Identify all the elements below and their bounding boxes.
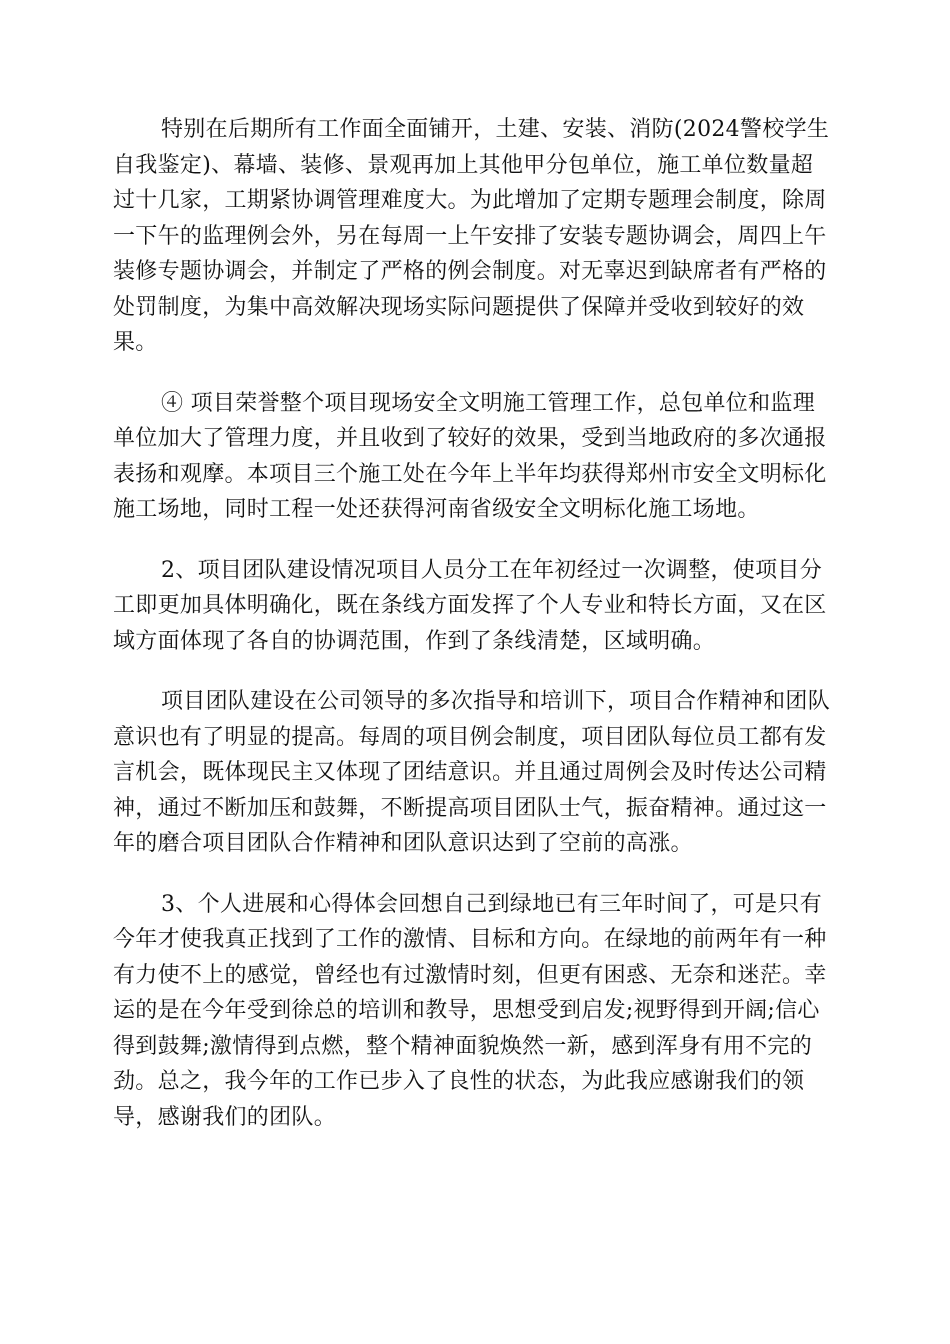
- text-line: 3、个人进展和心得体会回想自己到绿地已有三年时间了，可是只有: [161, 891, 822, 917]
- text-line: 项目团队建设在公司领导的多次指导和培训下，项目合作精神和团队: [161, 689, 831, 714]
- text-line: 年的磨合项目团队合作精神和团队意识达到了空前的高涨。: [113, 831, 693, 856]
- text-line: 劲。总之，我今年的工作已步入了良性的状态，为此我应感谢我们的领: [113, 1069, 805, 1094]
- document-body: [113, 112, 837, 1160]
- text-line: 今年才使我真正找到了工作的激情、目标和方向。在绿地的前两年有一种: [113, 927, 827, 952]
- text-line: 处罚制度，为集中高效解决现场实际问题提供了保障并受收到较好的效: [113, 294, 805, 320]
- paragraph-project-honors: [113, 386, 837, 528]
- paragraph-coordination-meetings: [113, 112, 837, 361]
- text-line: 自我鉴定)、幕墙、装修、景观再加上其他甲分包单位，施工单位数量超: [113, 152, 814, 178]
- text-line: 工即更加具体明确化，既在条线方面发挥了个人专业和特长方面，又在区: [113, 593, 827, 618]
- text-line: 2、项目团队建设情况项目人员分工在年初经过一次调整，使项目分: [161, 557, 822, 583]
- text-line: ④ 项目荣誉整个项目现场安全文明施工管理工作，总包单位和监理: [161, 390, 815, 416]
- text-line: 域方面体现了各自的协调范围，作到了条线清楚，区域明确。: [113, 628, 716, 654]
- paragraph-team-building: [113, 553, 837, 660]
- text-line: 过十几家，工期紧协调管理难度大。为此增加了定期专题理会制度，除周: [113, 188, 827, 213]
- text-line: 施工场地，同时工程一处还获得河南省级安全文明标化施工场地。: [113, 497, 760, 522]
- text-line: 运的是在今年受到徐总的培训和教导，思想受到启发;视野得到开阔;信心: [113, 998, 820, 1023]
- text-line: 有力使不上的感觉，曾经也有过激情时刻，但更有困惑、无奈和迷茫。幸: [113, 962, 827, 988]
- text-line: 装修专题协调会，并制定了严格的例会制度。对无辜迟到缺席者有严格的: [113, 259, 827, 284]
- paragraph-team-spirit: [113, 684, 837, 862]
- text-line: 意识也有了明显的提高。每周的项目例会制度，项目团队每位员工都有发: [113, 724, 827, 750]
- paragraph-personal-growth: [113, 887, 837, 1136]
- text-line: 单位加大了管理力度，并且收到了较好的效果，受到当地政府的多次通报: [113, 426, 827, 451]
- text-line: 得到鼓舞;激情得到点燃，整个精神面貌焕然一新，感到浑身有用不完的: [113, 1033, 813, 1059]
- text-line: 导，感谢我们的团队。: [113, 1104, 337, 1130]
- text-line: 言机会，既体现民主又体现了团结意识。并且通过周例会及时传达公司精: [113, 760, 827, 785]
- text-line: 特别在后期所有工作面全面铺开，土建、安装、消防(2024警校学生: [161, 117, 830, 142]
- text-line: 果。: [113, 330, 158, 355]
- text-line: 神，通过不断加压和鼓舞，不断提高项目团队士气，振奋精神。通过这一: [113, 795, 827, 821]
- text-line: 表扬和观摩。本项目三个施工处在今年上半年均获得郑州市安全文明标化: [113, 461, 827, 487]
- text-line: 一下午的监理例会外，另在每周一上午安排了安装专题协调会，周四上午: [113, 223, 827, 249]
